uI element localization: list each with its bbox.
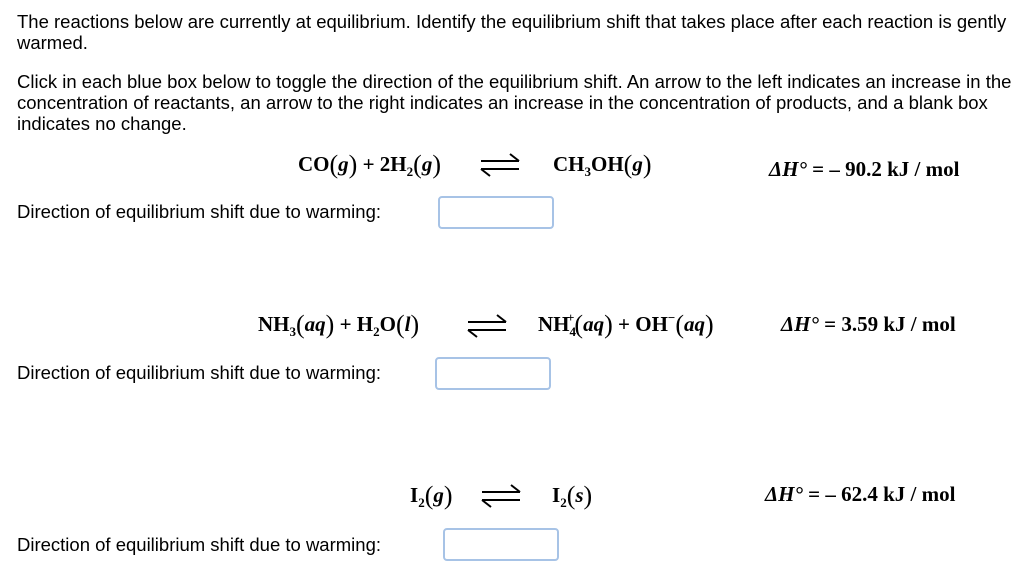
- reaction-3-products: $I_2(s)$: [552, 481, 593, 510]
- reaction-2-products: $NH_4^+(aq) + OH^-(aq)$: [538, 310, 714, 339]
- reaction-1-products: $CH_3OH(g)$: [553, 150, 652, 179]
- reaction-3-enthalpy: [765, 482, 955, 506]
- delta-h-label: ΔH°: [769, 157, 807, 181]
- shift-prompt-2: Direction of equilibrium shift due to warming:: [17, 362, 381, 383]
- delta-h-value: = – 62.4 kJ / mol: [802, 482, 956, 506]
- intro-paragraph: The reactions below are currently at equilibrium. Identify the equilibrium shift that takes place after each reaction is gently warmed.: [17, 11, 1007, 53]
- reaction-2-reactants: $NH_3(aq) + H_2O(l)$: [258, 310, 420, 339]
- reaction-1-enthalpy: [769, 157, 959, 181]
- reaction-1-reactants: $CO(g) + 2H_2(g)$: [298, 150, 441, 179]
- shift-toggle-box-2[interactable]: [435, 357, 551, 390]
- delta-h-value: = – 90.2 kJ / mol: [806, 157, 960, 181]
- delta-h-label: ΔH°: [781, 312, 819, 336]
- shift-prompt-1: Direction of equilibrium shift due to warming:: [17, 201, 381, 222]
- reaction-3-reactants: $I_2(g)$: [410, 481, 453, 510]
- shift-toggle-box-1[interactable]: [438, 196, 554, 229]
- delta-h-value: = 3.59 kJ / mol: [818, 312, 956, 336]
- shift-toggle-box-3[interactable]: [443, 528, 559, 561]
- equilibrium-arrow-icon: [479, 151, 521, 179]
- delta-h-label: ΔH°: [765, 482, 803, 506]
- shift-prompt-3: Direction of equilibrium shift due to warming:: [17, 534, 381, 555]
- equilibrium-arrow-icon: [480, 482, 522, 510]
- reaction-2-enthalpy: [781, 312, 956, 336]
- instructions-paragraph: Click in each blue box below to toggle the direction of the equilibrium shift. An arrow to the left indicates an increase in the concentration of reactants, an arrow to the right indicates an increase in the concentration of products, and a blank box indicates no change.: [17, 71, 1012, 134]
- equilibrium-arrow-icon: [466, 312, 508, 340]
